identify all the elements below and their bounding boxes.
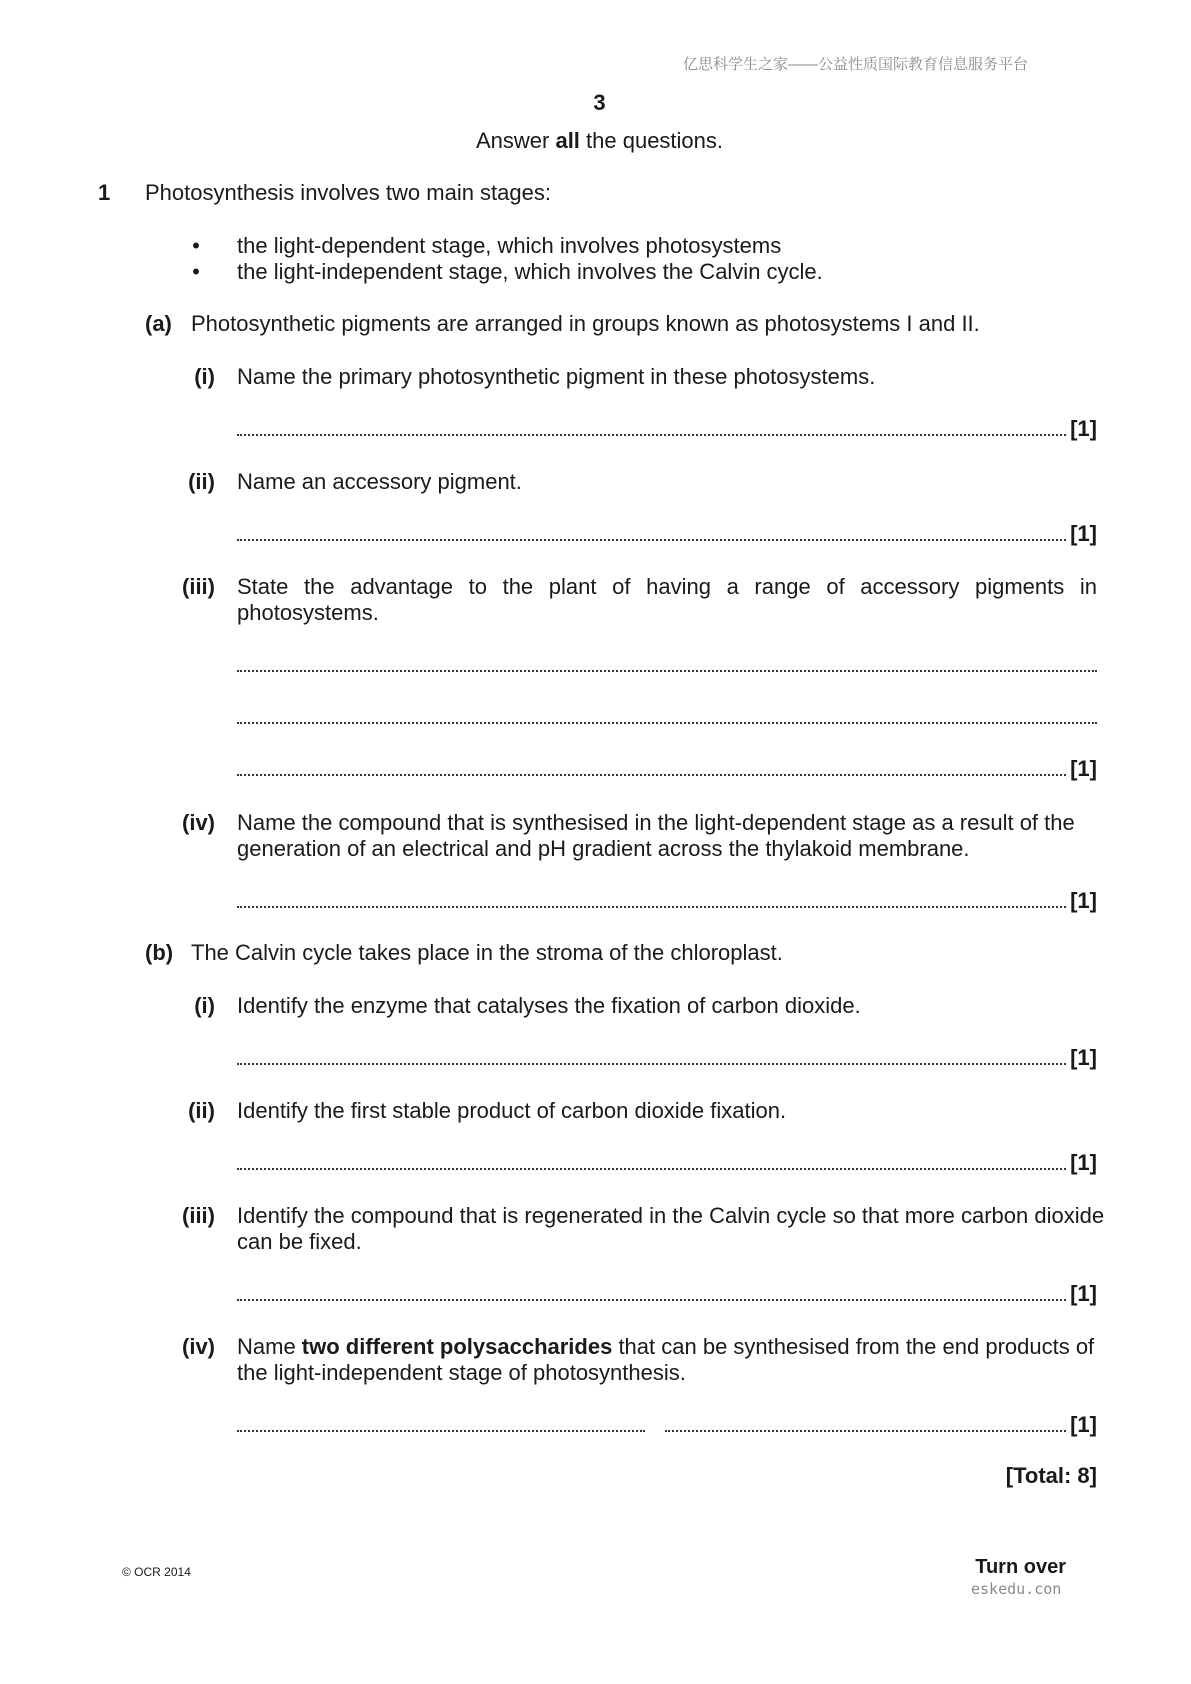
answer-line[interactable] xyxy=(237,888,1097,914)
sub-question-text: Identify the compound that is regenerated in the Calvin cycle so that more carbon dioxide xyxy=(237,1203,1105,1228)
question-number: 1 xyxy=(98,180,111,205)
marks-label: [1] xyxy=(1070,521,1097,546)
answer-line[interactable] xyxy=(237,1281,1097,1307)
marks-label: [1] xyxy=(1070,1412,1097,1437)
part-a-text: Photosynthetic pigments are arranged in groups known as photosystems I and II. xyxy=(191,311,980,336)
part-a-label: (a) xyxy=(145,311,172,336)
answer-line-second[interactable] xyxy=(665,1412,1066,1432)
sub-question-text: Name two different polysaccharides that can be synthesised from the end products of xyxy=(237,1334,1095,1359)
answer-line[interactable] xyxy=(237,416,1097,442)
marks-label: [1] xyxy=(1070,416,1097,441)
turn-over-label: Turn over xyxy=(975,1556,1066,1578)
part-b-label: (b) xyxy=(145,940,174,965)
marks-label: [1] xyxy=(1070,888,1097,913)
bullet-icon: • xyxy=(192,233,200,258)
sub-question-text: Name the primary photosynthetic pigment in these photosystems. xyxy=(237,364,876,389)
part-b-text: The Calvin cycle takes place in the stroma of the chloroplast. xyxy=(191,940,783,965)
marks-label: [1] xyxy=(1070,1281,1097,1306)
watermark-text: 亿思科学生之家——公益性质国际教育信息服务平台 xyxy=(683,56,1029,73)
answer-line[interactable] xyxy=(237,756,1097,782)
answer-line[interactable] xyxy=(237,1150,1097,1176)
total-marks: [Total: 8] xyxy=(1005,1463,1097,1488)
page-number: 3 xyxy=(593,90,606,115)
sub-question-label: (ii) xyxy=(188,469,215,494)
sub-question-text: can be fixed. xyxy=(237,1229,362,1254)
site-watermark: eskedu.con xyxy=(971,1580,1062,1598)
sub-question-text: Identify the first stable product of carbon dioxide fixation. xyxy=(237,1098,787,1123)
sub-question-text: State the advantage to the plant of having a range of accessory pigments in xyxy=(237,574,1097,599)
sub-question-label: (i) xyxy=(194,993,215,1018)
answer-line-pair[interactable] xyxy=(237,1412,1097,1438)
sub-question-text: Identify the enzyme that catalyses the fixation of carbon dioxide. xyxy=(237,993,861,1018)
sub-question-text: the light-independent stage of photosynthesis. xyxy=(237,1360,686,1385)
sub-question-text: Name the compound that is synthesised in the light-dependent stage as a result of the xyxy=(237,810,1075,835)
sub-question-label: (iii) xyxy=(182,1203,215,1228)
bullet-item: the light-dependent stage, which involves photosystems xyxy=(237,233,782,258)
sub-question-label: (i) xyxy=(194,364,215,389)
question-intro: Photosynthesis involves two main stages: xyxy=(145,180,551,205)
instruction: Answer all the questions. xyxy=(475,128,724,153)
sub-question-label: (iv) xyxy=(182,810,215,835)
bullet-item: the light-independent stage, which involves the Calvin cycle. xyxy=(237,259,823,284)
sub-question-text: photosystems. xyxy=(237,600,379,625)
marks-label: [1] xyxy=(1070,1150,1097,1175)
sub-question-label: (ii) xyxy=(188,1098,215,1123)
answer-line-first[interactable] xyxy=(237,1412,645,1432)
sub-question-text: Name an accessory pigment. xyxy=(237,469,522,494)
sub-question-label: (iii) xyxy=(182,574,215,599)
answer-line[interactable] xyxy=(237,652,1097,678)
answer-line[interactable] xyxy=(237,1045,1097,1071)
sub-question-label: (iv) xyxy=(182,1334,215,1359)
bullet-icon: • xyxy=(192,259,200,284)
answer-line[interactable] xyxy=(237,704,1097,730)
marks-label: [1] xyxy=(1070,1045,1097,1070)
sub-question-text: generation of an electrical and pH gradient across the thylakoid membrane. xyxy=(237,836,970,861)
copyright: © OCR 2014 xyxy=(122,1565,191,1579)
marks-label: [1] xyxy=(1070,756,1097,781)
answer-line[interactable] xyxy=(237,521,1097,547)
